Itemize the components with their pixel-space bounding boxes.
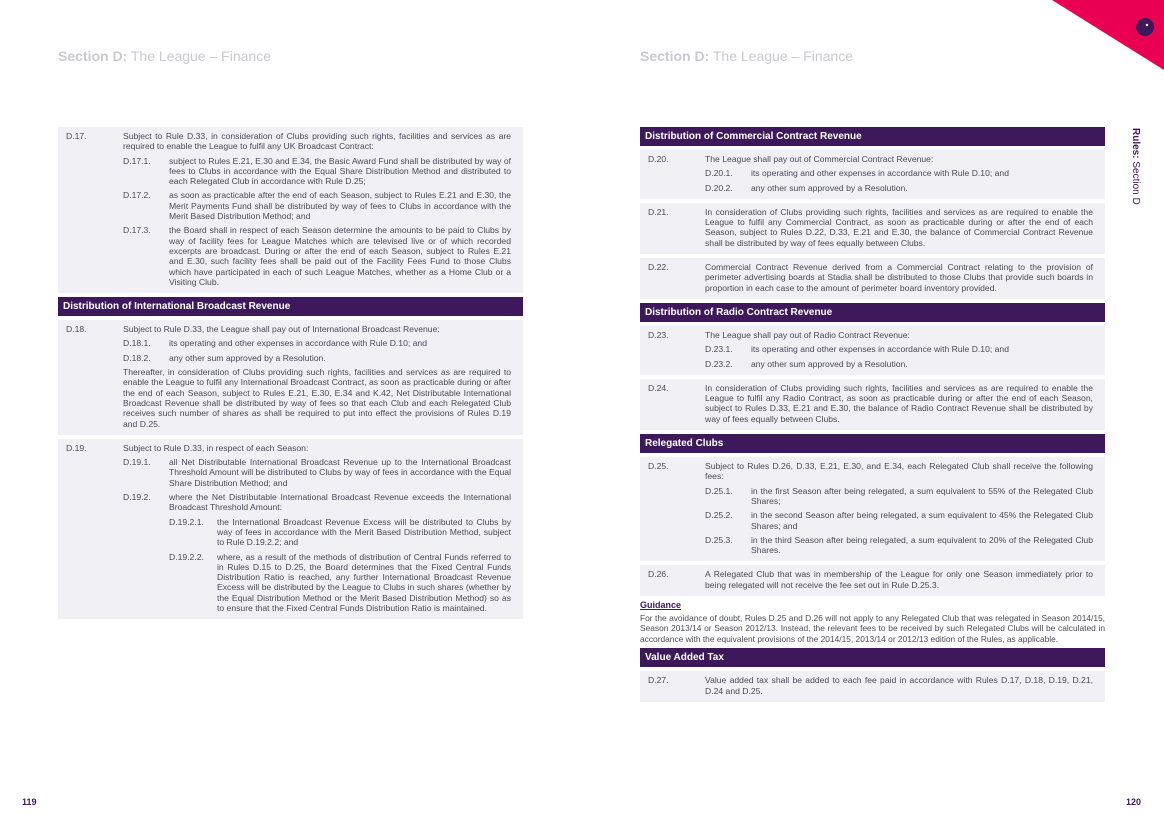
rule-block-d27	[640, 671, 1105, 702]
rule-block-d26	[640, 565, 1105, 596]
rule-d25	[640, 461, 1105, 555]
rule-d23	[640, 330, 1105, 369]
rule-d26	[640, 569, 1105, 590]
left-column	[58, 127, 523, 623]
subrule-d17-3: D.17.3. the Board shall in respect of each Season determine the amounts to be paid to Clubs by way of facility fees for League Matches which are televised live or of which recorded excerpts are broadcast. During or after the end of each Season, subject to Rules E.21 and E.30, such facility fees shall be paid out of the Facility Fees Fund to those Clubs which have participated in each of such League Matches, whether as a Home Club or a Visiting Club.	[123, 225, 511, 287]
subrule-d19-2: D.19.2. where the Net Distributable International Broadcast Revenue exceeds the International Broadcast Threshold Amount:	[123, 492, 511, 513]
rule-text: Value added tax shall be added to each fee paid in accordance with Rules D.17, D.18, D.19, D.21, D.24 and D.25.	[705, 675, 1093, 696]
rule-block-d24	[640, 379, 1105, 430]
rule-d27	[640, 675, 1105, 696]
rule-number: D.24.	[648, 382, 669, 393]
rule-text: Subject to Rule D.33, in consideration of Clubs providing such rights, facilities and services as are required to enable the League to fulfil any UK Broadcast Contract:	[123, 131, 511, 152]
rule-number: D.17.	[66, 131, 87, 141]
rule-text: Subject to Rule D.33, the League shall pay out of International Broadcast Revenue:	[123, 324, 440, 335]
rule-number: D.21.	[648, 206, 669, 217]
rule-d20	[640, 154, 1105, 193]
subrule-d19-2-1: D.19.2.1. the International Broadcast Revenue Excess will be distributed to Clubs by way of fees in accordance with the Merit Based Distribution Method, subject to Rule D.19.2.2; and	[169, 516, 511, 548]
rule-d22	[640, 262, 1105, 293]
subrule-d20-2: D.20.2. any other sum approved by a Resolution.	[705, 182, 908, 193]
subrule-d25-2: D.25.2. in the second Season after being relegated, a sum equivalent to 45% the Relegated Club Shares; and	[705, 510, 1093, 531]
heading-relegated-clubs: Relegated Clubs	[640, 434, 1105, 453]
rule-d18-paragraph: Thereafter, in consideration of Clubs providing such rights, facilities and services as are required to enable the League to fulfil any International Broadcast Contract, as soon as practicable during or after the end of each Season, subject to Rules E.21, E.30, E.34 and K.42, Net Distributable International Broadcast Revenue shall be distributed by way of fees so that each Club and each Relegated Club receives such number of shares as shall be required to put into effect the provisions of Rules D.19 and D.25.	[123, 367, 511, 429]
subrule-d25-1: D.25.1. in the first Season after being relegated, a sum equivalent to 55% of the Relegated Club Shares;	[705, 485, 1093, 506]
rule-d24	[640, 383, 1105, 424]
rule-block-d17	[58, 127, 523, 293]
heading-radio-contract: Distribution of Radio Contract Revenue	[640, 303, 1105, 322]
subrule-d25-3: D.25.3. in the third Season after being relegated, a sum equivalent to 20% of the Relegated Club Shares.	[705, 534, 1093, 556]
lion-logo-icon	[1136, 18, 1154, 36]
page-number-right: 120	[1126, 797, 1142, 807]
rule-d21	[640, 207, 1105, 248]
rule-text: Commercial Contract Revenue derived from a Commercial Contract relating to the provision of perimeter advertising boards at Stadia shall be distributed to those Clubs that provide such boards in proportion in each case to the amount of perimeter board inventory provided.	[705, 262, 1093, 293]
rule-number: D.22.	[648, 262, 669, 273]
rule-d17	[58, 131, 523, 287]
rule-text: Subject to Rule D.33, in respect of each Season:	[123, 442, 309, 453]
rule-number: D.26.	[648, 569, 669, 580]
rule-block-d25	[640, 457, 1105, 561]
rule-d18	[58, 324, 523, 429]
rule-block-d18	[58, 320, 523, 435]
rule-block-d20	[640, 150, 1105, 199]
heading-value-added-tax: Value Added Tax	[640, 648, 1105, 667]
rule-block-d19	[58, 439, 523, 619]
section-title-right: Section D: The League – Finance	[640, 48, 853, 64]
brand-corner-banner	[1024, 0, 1164, 70]
subrule-d17-2: D.17.2. as soon as practicable after the end of each Season, subject to Rules E.21 and E.30, the Merit Payments Fund shall be distributed by way of fees to Clubs in accordance with the Merit Based Distribution Method; and	[123, 190, 511, 222]
side-rules-label: Rules: Section D	[1130, 128, 1141, 205]
rule-number: D.20.	[648, 154, 669, 164]
heading-commercial-contract: Distribution of Commercial Contract Revenue	[640, 127, 1105, 146]
section-title-left: Section D: The League – Finance	[58, 48, 271, 64]
rule-text: The League shall pay out of Radio Contract Revenue:	[705, 329, 910, 340]
rule-text: In consideration of Clubs providing such rights, facilities and services as are required to enable the League to fulfil any Commercial Contract, as soon as practicable during or after the end of each Season, subject to Rules D.22, D.33, E.21 and E.30, the balance of Commercial Contract Revenue shall be distributed by way of fees equally between Clubs.	[705, 206, 1093, 248]
subrule-d17-1: D.17.1. subject to Rules E.21, E.30 and E.34, the Basic Award Fund shall be distributed by way of fees to Clubs in accordance with the Equal Share Distribution Method and distributed to each Relegated Club in accordance with Rule D.25;	[123, 155, 511, 187]
guidance-text: For the avoidance of doubt, Rules D.25 and D.26 will not apply to any Relegated Club that was relegated in Season 2014/15, Season 2013/14 or Season 2012/13. Instead, the relevant fees to be received by such Relegated Clubs will be calculated in accordance with the equivalent provisions of the 2014/15, 2013/14 or 2012/13 edition of the Rules, as applicable.	[640, 613, 1105, 644]
heading-international-broadcast: Distribution of International Broadcast Revenue	[58, 297, 523, 316]
rule-text: Subject to Rules D.26, D.33, E.21, E.30, and E.34, each Relegated Club shall receive the following fees:	[705, 461, 1093, 482]
right-column	[640, 127, 1105, 706]
rule-d19	[58, 443, 523, 613]
rule-number: D.27.	[648, 675, 669, 686]
subrule-d18-2: D.18.2. any other sum approved by a Resolution.	[123, 352, 326, 363]
subrule-d20-1: D.20.1. its operating and other expenses in accordance with Rule D.10; and	[705, 168, 1009, 179]
rule-number: D.23.	[648, 329, 669, 340]
page-number-left: 119	[22, 797, 37, 807]
rule-text: The League shall pay out of Commercial Contract Revenue:	[705, 154, 934, 164]
subrule-d19-2-2: D.19.2.2. where, as a result of the methods of distribution of Central Funds referred to in Rules D.15 to D.25, the Board determines that the Fixed Central Funds Distribution Ratio is reached, any further International Broadcast Revenue Excess will be distributed by the League to Clubs in such shares (whether by the Equal Distribution Method or the Merit Based Distribution Method) so as to ensure that the Fixed Central Funds Distribution Ratio is maintained.	[169, 551, 511, 613]
rule-number: D.18.	[66, 324, 87, 335]
subrule-d23-2: D.23.2. any other sum approved by a Resolution.	[705, 358, 908, 369]
rule-block-d23	[640, 326, 1105, 375]
rule-block-d22	[640, 258, 1105, 299]
rule-text: A Relegated Club that was in membership of the League for only one Season immediately prior to being relegated will not receive the fee set out in Rule D.25.3.	[705, 569, 1093, 590]
subrule-d19-1: D.19.1. all Net Distributable International Broadcast Revenue up to the International Broadcast Threshold Amount will be distributed to Clubs by way of fees in accordance with the Equal Share Distribution Method; and	[123, 457, 511, 488]
rule-number: D.19.	[66, 442, 87, 453]
rule-number: D.25.	[648, 461, 669, 472]
guidance-heading: Guidance	[640, 600, 682, 611]
subrule-d23-1: D.23.1. its operating and other expenses in accordance with Rule D.10; and	[705, 344, 1009, 355]
rule-text: In consideration of Clubs providing such rights, facilities and services as are required to enable the League to fulfil any Radio Contract, as soon as practicable during or after the end of each Season, subject to Rules D.33, E.21 and E.30, the balance of Radio Contract Revenue shall be distributed by way of fees equally between Clubs.	[705, 382, 1093, 424]
rule-block-d21	[640, 203, 1105, 254]
subrule-d18-1: D.18.1. its operating and other expenses in accordance with Rule D.10; and	[123, 338, 427, 349]
